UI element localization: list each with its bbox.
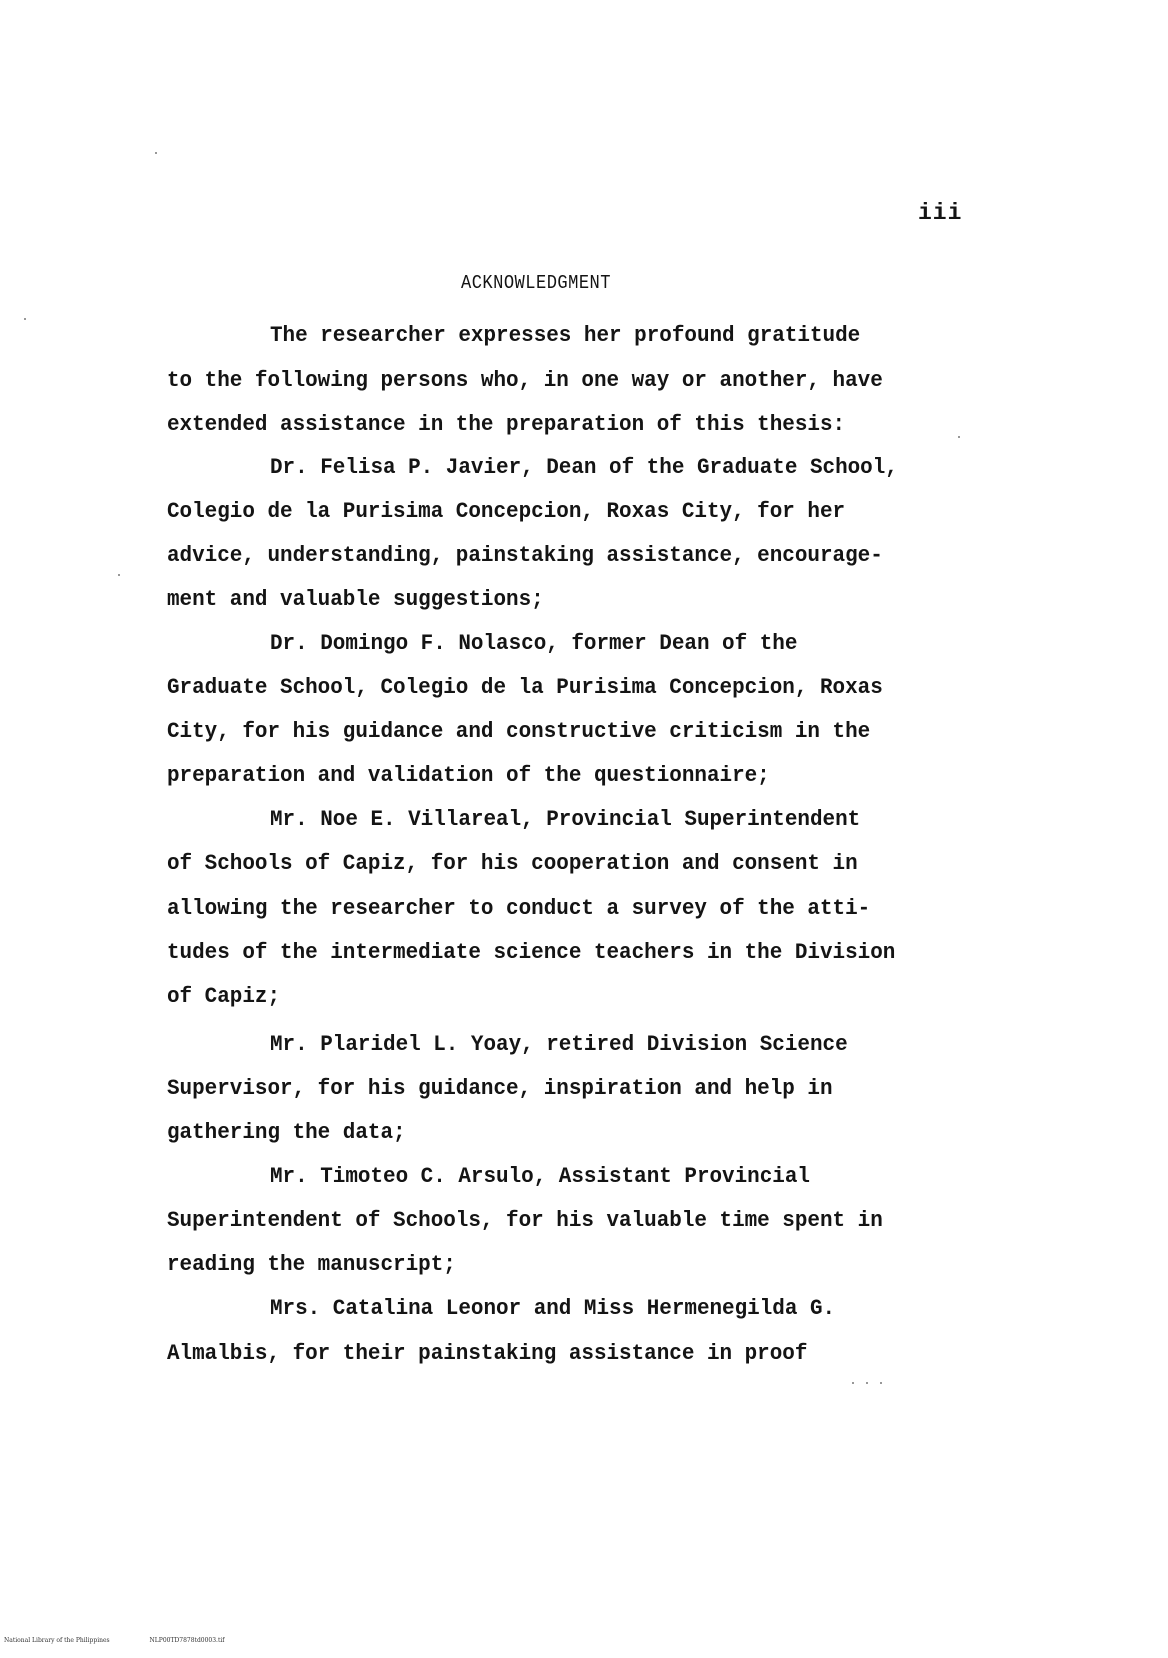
- text-line: City, for his guidance and constructive criticism in the: [167, 718, 871, 744]
- page-number: iii: [918, 200, 963, 226]
- text-line: Almalbis, for their painstaking assistance in proof: [167, 1340, 808, 1366]
- text-line: ment and valuable suggestions;: [167, 586, 544, 612]
- text-line: Mrs. Catalina Leonor and Miss Hermenegilda G.: [270, 1295, 836, 1321]
- text-line: tudes of the intermediate science teachers in the Division: [167, 939, 896, 965]
- scan-speck: [958, 436, 960, 438]
- scan-speck: [880, 1382, 882, 1384]
- page-heading: ACKNOWLEDGMENT: [461, 272, 611, 294]
- text-line: allowing the researcher to conduct a survey of the atti-: [167, 895, 871, 921]
- footer-file-id: NLP00TD7878td0003.tif: [149, 1637, 225, 1644]
- scan-speck: [118, 574, 120, 576]
- text-line: Dr. Domingo F. Nolasco, former Dean of the: [270, 630, 798, 656]
- scan-footer: [4, 1637, 263, 1644]
- text-line: of Schools of Capiz, for his cooperation and consent in: [167, 850, 858, 876]
- text-line: The researcher expresses her profound gratitude: [270, 322, 861, 348]
- text-line: Graduate School, Colegio de la Purisima Concepcion, Roxas: [167, 674, 883, 700]
- text-line: Mr. Timoteo C. Arsulo, Assistant Provincial: [270, 1163, 810, 1189]
- scan-speck: [24, 318, 26, 320]
- text-line: of Capiz;: [167, 983, 281, 1009]
- text-line: to the following persons who, in one way or another, have: [167, 367, 883, 393]
- text-line: advice, understanding, painstaking assistance, encourage-: [167, 542, 883, 568]
- scan-speck: [852, 1382, 854, 1384]
- text-line: reading the manuscript;: [167, 1251, 456, 1277]
- text-line: Dr. Felisa P. Javier, Dean of the Graduate School,: [270, 454, 898, 480]
- text-line: Mr. Noe E. Villareal, Provincial Superintendent: [270, 806, 861, 832]
- footer-library: National Library of the Philippines: [4, 1637, 110, 1644]
- scan-speck: [866, 1382, 868, 1384]
- text-line: Mr. Plaridel L. Yoay, retired Division Science: [270, 1031, 848, 1057]
- scan-speck: [155, 152, 157, 154]
- text-line: Supervisor, for his guidance, inspiration and help in: [167, 1075, 833, 1101]
- text-line: extended assistance in the preparation of this thesis:: [167, 411, 846, 437]
- text-line: preparation and validation of the questionnaire;: [167, 762, 770, 788]
- text-line: Superintendent of Schools, for his valuable time spent in: [167, 1207, 883, 1233]
- text-line: gathering the data;: [167, 1119, 406, 1145]
- text-line: Colegio de la Purisima Concepcion, Roxas City, for her: [167, 498, 846, 524]
